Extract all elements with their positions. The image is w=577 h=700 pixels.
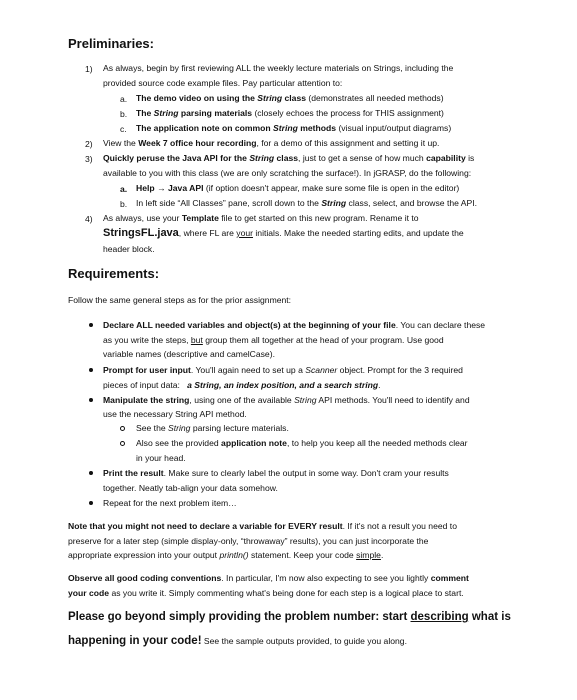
note2-line1: Observe all good coding conventions. In particular, I'm now also expecting to see you lightly comment xyxy=(68,573,469,583)
item3-line2: available to you with this class (we are only scratching the surface!). In jGRASP, do the following: xyxy=(103,168,472,178)
list-number: 2) xyxy=(85,139,93,149)
bullet-icon xyxy=(89,398,93,402)
bullet-icon xyxy=(89,323,93,327)
sub-bullet-icon xyxy=(120,441,125,446)
sub-number: b. xyxy=(120,109,128,119)
note1-line3: appropriate expression into your output println() statement. Keep your code simple. xyxy=(68,550,384,560)
closing-line2: happening in your code! See the sample outputs provided, to guide you along. xyxy=(68,635,407,647)
req-declare-line1: Declare ALL needed variables and object(s) at the beginning of your file. You can declare these xyxy=(103,320,486,330)
req-sub-appnote-line1: Also see the provided application note, to help you keep all the needed methods clear xyxy=(136,438,468,448)
sub-number: b. xyxy=(120,199,128,209)
list-number: 1) xyxy=(85,64,93,74)
bullet-icon xyxy=(89,368,93,372)
sub-item-c: The application note on common String methods (visual input/output diagrams) xyxy=(136,123,452,133)
req-declare-line2: as you write the steps, but group them all together at the head of your program. Use good xyxy=(103,335,444,345)
item4-line2: StringsFL.java, where FL are your initials. Make the needed starting edits, and update the xyxy=(103,227,464,239)
sub-item-all-classes: In left side “All Classes” pane, scroll down to the String class, select, and browse the API. xyxy=(136,198,478,208)
list-number: 3) xyxy=(85,154,93,164)
preliminaries-heading: Preliminaries: xyxy=(68,36,154,51)
note2-line2: your code as you write it. Simply commenting what's being done for each step is a logical place to start. xyxy=(68,588,464,598)
req-repeat: Repeat for the next problem item… xyxy=(103,498,237,508)
item4-line3: header block. xyxy=(103,244,155,254)
requirements-heading: Requirements: xyxy=(68,266,160,281)
sub-bullet-icon xyxy=(120,426,125,431)
requirements-intro: Follow the same general steps as for the prior assignment: xyxy=(68,295,292,305)
bullet-icon xyxy=(89,501,93,505)
item1-line2: provided source code example files. Pay particular attention to: xyxy=(103,78,343,88)
req-prompt-line1: Prompt for user input. You'll again need to set up a Scanner object. Prompt for the 3 required xyxy=(103,365,463,375)
sub-item-help-api: Help → Java API (if option doesn't appear, make sure some file is open in the editor) xyxy=(136,183,460,193)
req-manipulate-line2: use the necessary String API method. xyxy=(103,409,247,419)
req-sub-parsing: See the String parsing lecture materials. xyxy=(136,423,289,433)
sub-item-b: The String parsing materials (closely echoes the process for THIS assignment) xyxy=(136,108,444,118)
item1-line1: As always, begin by first reviewing ALL the weekly lecture materials on Strings, including the xyxy=(103,63,454,73)
sub-number: c. xyxy=(120,124,127,134)
note1-line1: Note that you might not need to declare a variable for EVERY result. If it's not a result you need to xyxy=(68,521,457,531)
item2-line: View the Week 7 office hour recording, for a demo of this assignment and setting it up. xyxy=(103,138,440,148)
note1-line2: preserve for a later step (simple display-only, “throwaway” results), you can just incorporate the xyxy=(68,536,429,546)
item4-line1: As always, use your Template file to get started on this new program. Rename it to xyxy=(103,213,419,223)
bullet-icon xyxy=(89,471,93,475)
item3-line1: Quickly peruse the Java API for the String class, just to get a sense of how much capability is xyxy=(103,153,475,163)
req-print-line1: Print the result. Make sure to clearly label the output in some way. Don't cram your results xyxy=(103,468,449,478)
req-declare-line3: variable names (descriptive and camelCase). xyxy=(103,349,275,359)
req-sub-appnote-line2: in your head. xyxy=(136,453,186,463)
list-number: 4) xyxy=(85,214,93,224)
sub-number: a. xyxy=(120,94,128,104)
req-manipulate-line1: Manipulate the string, using one of the available String API methods. You'll need to identify and xyxy=(103,395,470,405)
req-print-line2: together. Neatly tab-align your data somehow. xyxy=(103,483,278,493)
sub-number: a. xyxy=(120,184,128,194)
req-prompt-line2: pieces of input data: a String, an index position, and a search string. xyxy=(103,380,381,390)
closing-line1: Please go beyond simply providing the problem number: start describing what is xyxy=(68,611,511,623)
sub-item-a: The demo video on using the String class (demonstrates all needed methods) xyxy=(136,93,444,103)
filename: StringsFL.java xyxy=(103,227,179,239)
